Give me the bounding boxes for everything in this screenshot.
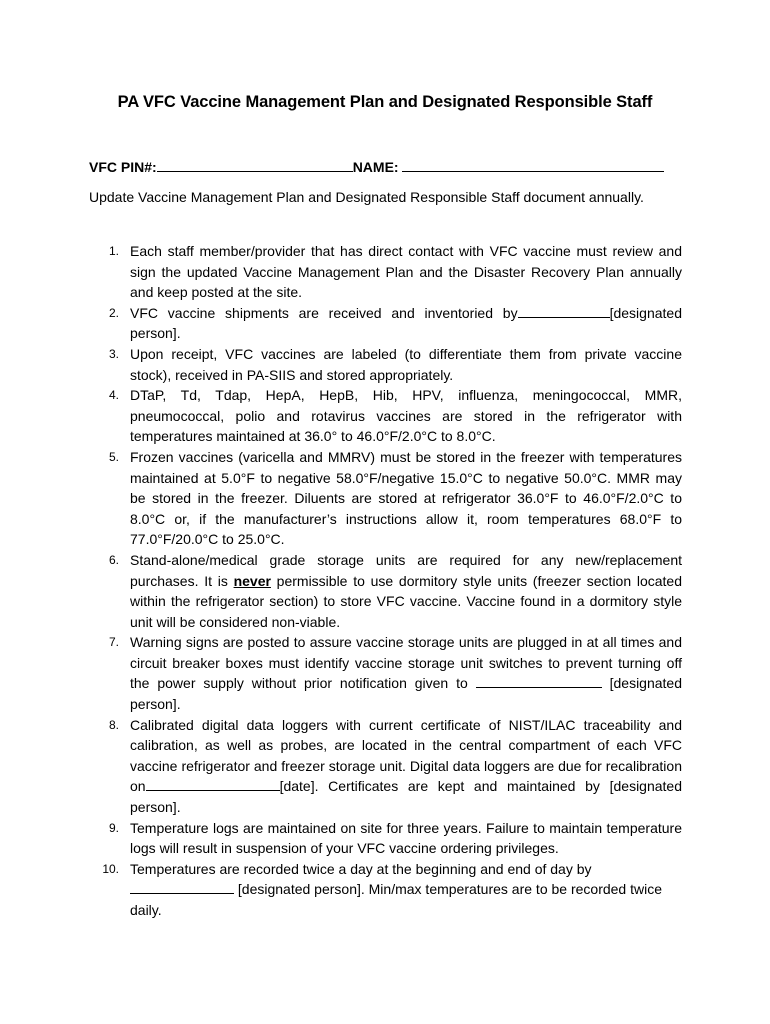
item-number: 3.	[108, 346, 119, 361]
list-item	[89, 818, 682, 859]
emphasis-text: never	[233, 572, 271, 589]
item-text: DTaP, Td, Tdap, HepA, HepB, Hib, HPV, influenza, meningococcal, MMR, pneumococcal, polio and rotavirus vaccines are stored in the refrigerator with temperatures maintained at 36.0° to 46.0°F/2.0°C to 8.0°C.	[130, 387, 682, 445]
item-text: Upon receipt, VFC vaccines are labeled (to differentiate them from private vaccine stock), received in PA-SIIS and stored appropriately.	[130, 345, 682, 383]
list-item	[89, 385, 682, 447]
item-text: [date]. Certificates are kept and maintained by [designated person].	[130, 778, 682, 816]
pin-label: VFC PIN#:	[89, 159, 157, 175]
item-text: Stand-alone/medical grade storage units are required for any new/replacement purchases. It is	[130, 551, 682, 589]
name-blank-line	[402, 159, 664, 172]
item-number: 2.	[108, 305, 119, 320]
item-text: Calibrated digital data loggers with current certificate of NIST/ILAC traceability and calibration, as well as probes, are located in the central compartment of each VFC vaccine refrigerator and freezer storage unit. Digital data loggers are due for recalibration on	[130, 716, 682, 795]
item-text: [designated person]. Min/max temperatures are to be recorded twice daily.	[130, 881, 662, 918]
list-item	[89, 344, 682, 385]
item-number: 8.	[108, 717, 119, 732]
item-text: [designated person].	[130, 304, 682, 342]
item-text: Warning signs are posted to assure vaccine storage units are plugged in at all times and circuit breaker boxes must identify vaccine storage unit switches to prevent turning off the power supply without prior notification given to	[130, 634, 682, 692]
item-number: 1.	[108, 244, 119, 258]
blank-line	[476, 674, 602, 688]
list-item	[89, 241, 682, 303]
item-number: 9.	[108, 820, 119, 835]
item-text: Frozen vaccines (varicella and MMRV) must be stored in the freezer with temperatures maintained at 5.0°F to negative 58.0°F/negative 15.0°C to negative 50.0°C. MMR may be stored in the freezer. Diluents are stored at refrigerator 36.0°F to 46.0°F/2.0°C to 8.0°C or, if the manufacturer’s instructions allow it, room temperatures 68.0°F to 77.0°F/20.0°C to 25.0°C.	[130, 448, 682, 548]
item-text: Temperature logs are maintained on site for three years. Failure to maintain temperature logs will result in suspension of your VFC vaccine ordering privileges.	[130, 819, 682, 857]
pin-name-row	[89, 159, 664, 175]
list-item	[89, 447, 682, 550]
list-item	[89, 715, 682, 818]
item-text: Each staff member/provider that has direct contact with VFC vaccine must review and sign the updated Vaccine Management Plan and the Disaster Recovery Plan annually and keep posted at the site.	[130, 243, 682, 301]
item-text: permissible to use dormitory style units (freezer section located within the refrigerator section) to store VFC vaccine. Vaccine found in a dormitory style unit will be considered non-viable.	[130, 572, 683, 630]
pin-blank-line	[157, 159, 353, 172]
item-text: Temperatures are recorded twice a day at the beginning and end of day by	[130, 860, 592, 877]
list-item	[89, 303, 682, 344]
list-item	[89, 632, 682, 714]
plan-items-list	[89, 241, 682, 921]
list-item	[89, 550, 682, 632]
item-text: [designated person].	[130, 675, 683, 713]
item-number: 7.	[108, 635, 119, 650]
intro-paragraph: Update Vaccine Management Plan and Designated Responsible Staff document annually.	[89, 189, 644, 205]
name-label: NAME:	[352, 159, 399, 175]
blank-line	[130, 880, 234, 894]
item-number: 4.	[108, 388, 119, 403]
blank-line	[518, 304, 610, 318]
item-number: 10.	[102, 861, 119, 876]
document-title: PA VFC Vaccine Management Plan and Designated Responsible Staff	[117, 93, 653, 111]
item-text: VFC vaccine shipments are received and inventoried by	[130, 304, 518, 321]
item-number: 5.	[108, 449, 119, 464]
blank-line	[146, 777, 280, 791]
item-number: 6.	[108, 552, 119, 567]
list-item	[89, 859, 682, 921]
